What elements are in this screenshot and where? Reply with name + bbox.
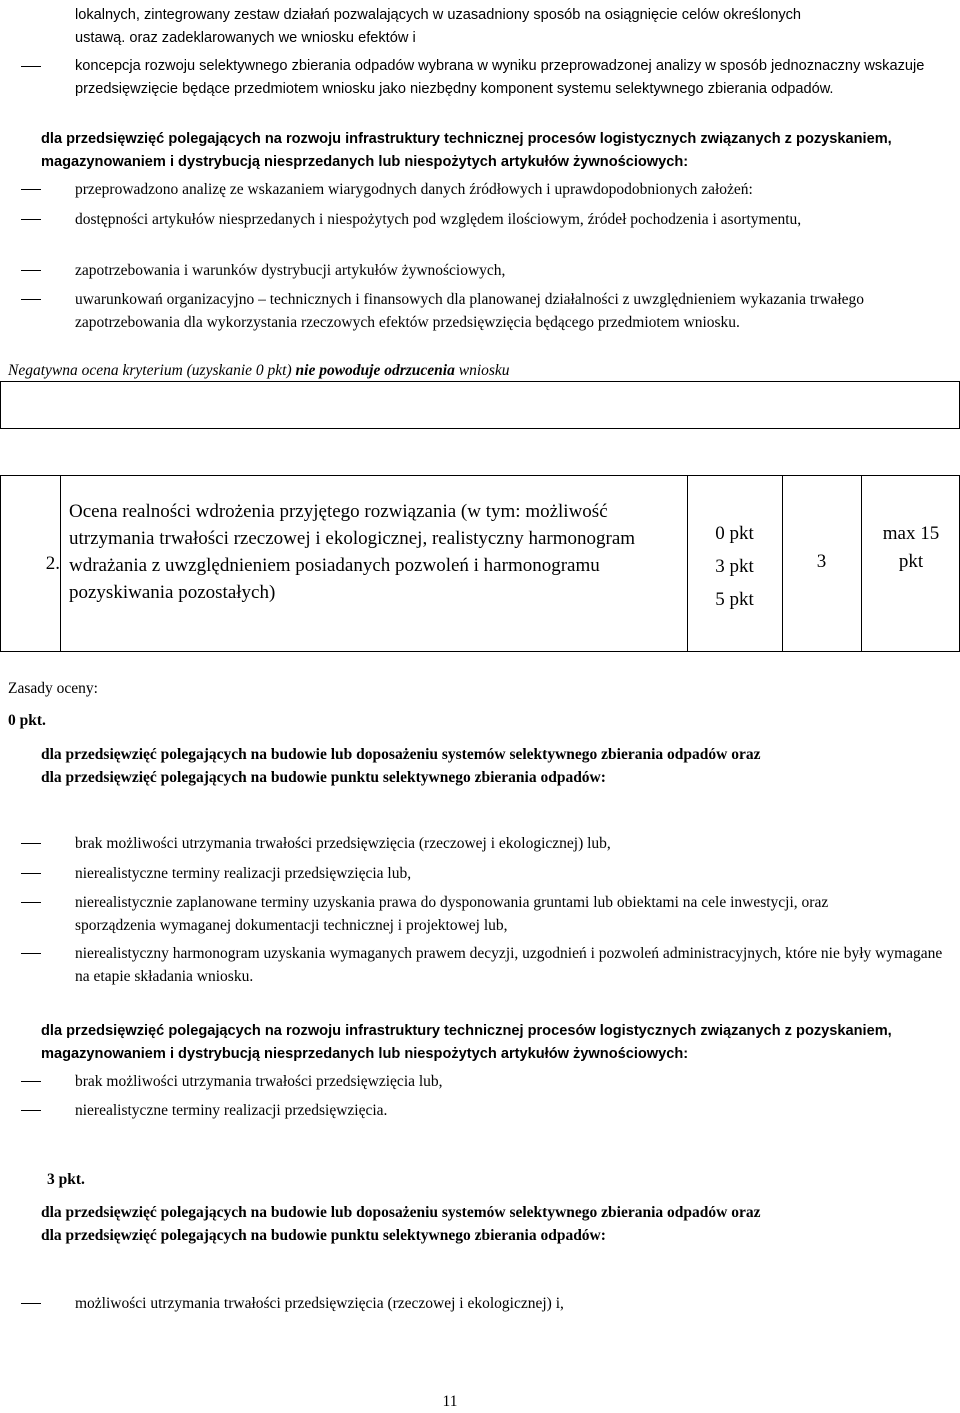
- top-paragraph: [75, 4, 950, 50]
- dash-bullet: [21, 1303, 41, 1304]
- dash-bullet: [21, 1081, 41, 1082]
- list-item: brak możliwości utrzymania trwałości przedsięwzięcia lub,: [75, 1070, 945, 1093]
- criterion-row: [0, 475, 960, 652]
- criterion-points: [687, 517, 782, 616]
- list-item: przeprowadzono analizę ze wskazaniem wiarygodnych danych źródłowych i uprawdopodobnionych założeń:: [75, 178, 945, 201]
- dash-bullet: [21, 219, 41, 220]
- section-heading: dla przedsięwzięć polegających na budowie lub doposażeniu systemów selektywnego zbierania odpadów oraz dla przedsięwzięć polegających na budowie punktu selektywnego zbierania odpadów:: [41, 746, 761, 786]
- zero-points-label: 0 pkt.: [8, 712, 46, 729]
- list-item-text: koncepcja rozwoju selektywnego zbierania odpadów wybrana w wyniku przeprowadzonej analizy w sposób jednoznaczny wskazuje przedsięwzięcie będące przedmiotem wniosku jako niezbędny komponent systemu selektywnego zbierania odpadów.: [75, 58, 925, 97]
- criterion-description: Ocena realności wdrożenia przyjętego rozwiązania (w tym: możliwość utrzymania trwałości rzeczowej i ekologicznej, realistyczny harmonogram wdrażania z uwzględnieniem posiadanych pozwoleń i harmonogramu pozyskiwania pozostałych): [69, 501, 636, 603]
- points-option: 3 pkt: [715, 556, 754, 577]
- column-divider: [60, 476, 61, 651]
- list-item: nierealistyczne terminy realizacji przedsięwzięcia.: [75, 1099, 945, 1122]
- section-heading: dla przedsięwzięć polegających na rozwoju infrastruktury technicznej procesów logistycznych związanych z pozyskaniem, magazynowaniem i dystrybucją niesprzedanych lub niespożytych artykułów żywnościowych:: [41, 131, 892, 170]
- list-item: [75, 55, 935, 101]
- list-item: nierealistycznie zaplanowane terminy uzyskania prawa do dysponowania gruntami lub obiektami na cele inwestycji, oraz sporządzenia wymaganej dokumentacji technicznej i projektowej lub,: [75, 891, 895, 937]
- page-number: 11: [442, 1393, 458, 1410]
- dash-bullet: [21, 270, 41, 271]
- dash-bullet: [21, 66, 41, 67]
- criterion-max: max 15 pkt: [882, 523, 940, 572]
- dash-bullet: [21, 1110, 41, 1111]
- list-item: dostępności artykułów niesprzedanych i niespożytych pod względem ilościowym, źródeł pochodzenia i asortymentu,: [75, 208, 885, 231]
- three-points-label: 3 pkt.: [47, 1171, 85, 1188]
- criterion-number: 2.: [45, 553, 60, 574]
- criterion-weight: 3: [816, 551, 827, 572]
- rules-title: Zasady oceny:: [8, 680, 98, 697]
- dash-bullet: [21, 843, 41, 844]
- points-option: 0 pkt: [715, 523, 754, 544]
- note: Negatywna ocena kryterium (uzyskanie 0 pkt) nie powoduje odrzucenia wniosku: [8, 362, 510, 379]
- section-heading: dla przedsięwzięć polegających na rozwoju infrastruktury technicznej procesów logistycznych związanych z pozyskaniem, magazynowaniem i dystrybucją niesprzedanych lub niespożytych artykułów żywnościowych:: [41, 1023, 892, 1062]
- list-item: zapotrzebowania i warunków dystrybucji artykułów żywnościowych,: [75, 259, 945, 282]
- dash-bullet: [21, 299, 41, 300]
- points-option: 5 pkt: [715, 589, 754, 610]
- list-item: możliwości utrzymania trwałości przedsięwzięcia (rzeczowej i ekologicznej) i,: [75, 1292, 945, 1315]
- section-heading: dla przedsięwzięć polegających na budowie lub doposażeniu systemów selektywnego zbierania odpadów oraz dla przedsięwzięć polegających na budowie punktu selektywnego zbierania odpadów:: [41, 1204, 761, 1244]
- text-line: lokalnych, zintegrowany zestaw działań pozwalających w uzasadniony sposób na osiągnięcie celów określonych: [75, 7, 802, 23]
- dash-bullet: [21, 189, 41, 190]
- dash-bullet: [21, 902, 41, 903]
- empty-row-frame: [0, 381, 960, 429]
- dash-bullet: [21, 953, 41, 954]
- list-item: nierealistyczny harmonogram uzyskania wymaganych prawem decyzji, uzgodnień i pozwoleń administracyjnych, które nie były wymagane na etapie składania wniosku.: [75, 942, 955, 988]
- list-item: nierealistyczne terminy realizacji przedsięwzięcia lub,: [75, 862, 945, 885]
- list-item: brak możliwości utrzymania trwałości przedsięwzięcia (rzeczowej i ekologicznej) lub,: [75, 832, 945, 855]
- dash-bullet: [21, 873, 41, 874]
- list-item: uwarunkowań organizacyjno – technicznych i finansowych dla planowanej działalności z uwzględnieniem wykazania trwałego zapotrzebowania dla wykorzystania rzeczowych efektów przedsięwzięcia będącego przedmiotem wniosku.: [75, 288, 915, 334]
- text-line: ustawą. oraz zadeklarowanych we wniosku efektów i: [75, 30, 416, 46]
